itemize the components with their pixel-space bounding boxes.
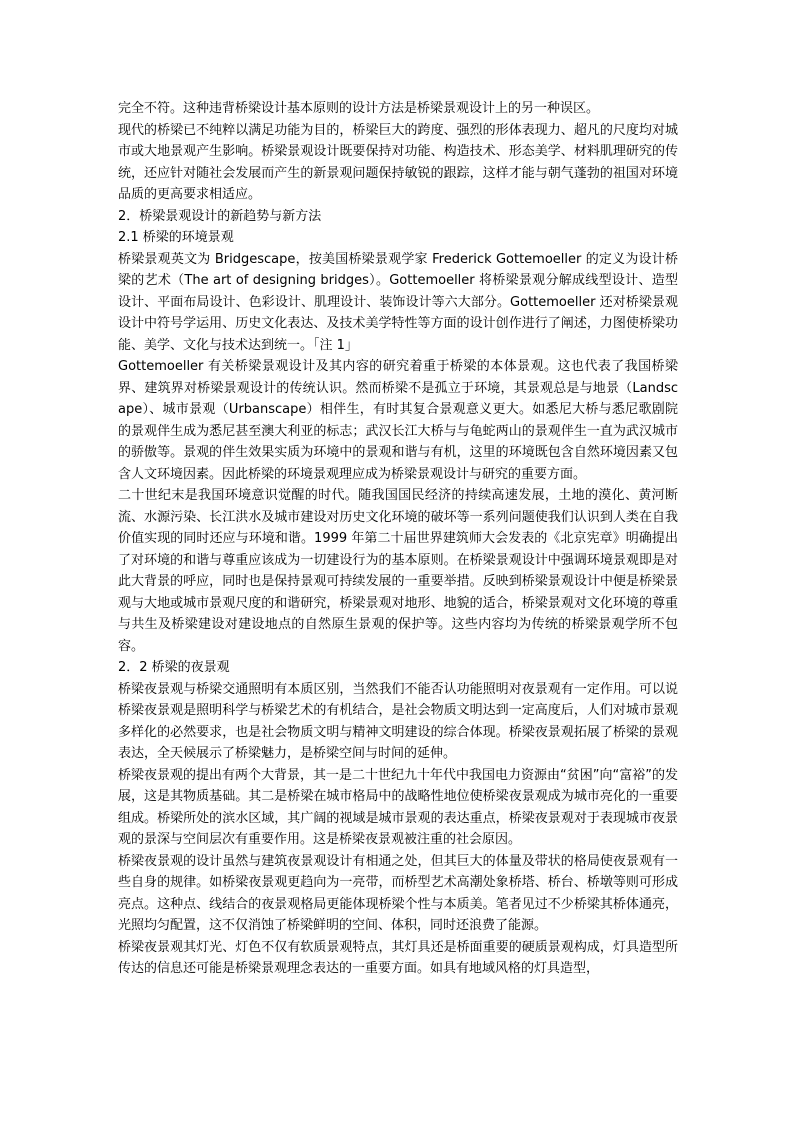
paragraph-modern-bridges: 现代的桥梁已不纯粹以满足功能为目的，桥梁巨大的跨度、强烈的形体表现力、超凡的尺度均对城市或大地景观产生影响。桥梁景观设计既要保持对功能、构造技术、形态美学、材料肌理研究的传统，还应针对随社会发展而产生的新景观问题保持敏锐的跟踪，这样才能与朝气蓬勃的祖国对环境品质的更高要求相适应。: [118, 122, 678, 202]
paragraph-night-landscape-intro: 桥梁夜景观与桥梁交通照明有本质区别，当然我们不能否认功能照明对夜景观有一定作用。可以说桥梁夜景观是照明科学与桥梁艺术的有机结合，是社会物质文明达到一定高度后，人们对城市景观多样化的必然要求，也是社会物质文明与精神文明建设的综合体现。桥梁夜景观拓展了桥梁的景观表达，全天候展示了桥梁魅力，是桥梁空间与时间的延伸。: [118, 681, 678, 761]
section-heading-2: 2．桥梁景观设计的新趋势与新方法: [118, 208, 322, 224]
paragraph-error-conclusion: 完全不符。这种违背桥梁设计基本原则的设计方法是桥梁景观设计上的另一种误区。: [118, 101, 600, 116]
paragraph-environment-awareness: 二十世纪末是我国环境意识觉醒的时代。随我国国民经济的持续高速发展，土地的漠化、黄河断流、水源污染、长江洪水及城市建设对历史文化环境的破坏等一系列问题使我们认识到人类在自我价值实现的同时还应与环境和谐。1999 年第二十届世界建筑师大会发表的《北京宪章》明确提出了对环境的和谐与尊重应该成为一切建设行为的基本原则。在桥梁景观设计中强调环境景观即是对此大背景的呼应，同时也是保持景观可持续发展的一重要举措。反映到桥梁景观设计中便是桥梁景观与大地或城市景观尺度的和谐研究，桥梁景观对地形、地貌的适合，桥梁景观对文化环境的尊重与共生及桥梁建设对建设地点的自然原生景观的保护等。这些内容均为传统的桥梁景观学所不包容。: [118, 488, 678, 654]
paragraph-night-landscape-background: 桥梁夜景观的提出有两个大背景，其一是二十世纪九十年代中我国电力资源由“贫困”向“富裕”的发展，这是其物质基础。其二是桥梁在城市格局中的战略性地位使桥梁夜景观成为城市亮化的一重要组成。桥梁所处的滨水区域，其广阔的视域是城市景观的表达重点，桥梁夜景观对于表现城市夜景观的景深与空间层次有重要作用。这是桥梁夜景观被注重的社会原因。: [118, 767, 678, 847]
subsection-heading-2-1: 2.1 桥梁的环境景观: [118, 230, 234, 245]
paragraph-night-landscape-design: 桥梁夜景观的设计虽然与建筑夜景观设计有相通之处，但其巨大的体量及带状的格局使夜景观有一些自身的规律。如桥梁夜景观更趋向为一亮带，而桥型艺术高潮处象桥塔、桥台、桥墩等则可形成亮点。这种点、线结合的夜景观格局更能体现桥梁个性与本质美。笔者见过不少桥梁其桥体通亮，光照均匀配置，这不仅消蚀了桥梁鲜明的空间、体积，同时还浪费了能源。: [118, 853, 678, 933]
paragraph-environment-landscape: Gottemoeller 有关桥梁景观设计及其内容的研究着重于桥梁的本体景观。这也代表了我国桥梁界、建筑界对桥梁景观设计的传统认识。然而桥梁不是孤立于环境，其景观总是与地景（Landscape）、城市景观（Urbanscape）相伴生，有时其复合景观意义更大。如悉尼大桥与悉尼歌剧院的景观伴生成为悉尼甚至澳大利亚的标志；武汉长江大桥与与龟蛇两山的景观伴生一直为武汉城市的骄傲等。景观的伴生效果实质为环境中的景观和谐与有机，这里的环境既包含自然环境因素又包含人文环境因素。因此桥梁的环境景观理应成为桥梁景观设计与研究的重要方面。: [118, 359, 678, 482]
paragraph-bridgescape-definition: 桥梁景观英文为 Bridgescape，按美国桥梁景观学家 Frederick Gottemoeller 的定义为设计桥梁的艺术（The art of designing bridges）。Gottemoeller 将桥梁景观分解成线型设计、造型设计、平面布局设计、色彩设计、肌理设计、装饰设计等六大部分。Gottemoeller 还对桥梁景观设计中符号学运用、历史文化表达、及技术美学特性等方面的设计创作进行了阐述，力图使桥梁功能、美学、文化与技术达到统一。「注 1」: [118, 251, 678, 353]
paragraph-night-landscape-lighting: 桥梁夜景观其灯光、灯色不仅有软质景观特点，其灯具还是桥面重要的硬质景观构成，灯具造型所传达的信息还可能是桥梁景观理念表达的一重要方面。如具有地域风格的灯具造型，: [118, 939, 678, 976]
subsection-heading-2-2: 2．2 桥梁的夜景观: [118, 660, 230, 675]
document-body: [118, 98, 678, 980]
